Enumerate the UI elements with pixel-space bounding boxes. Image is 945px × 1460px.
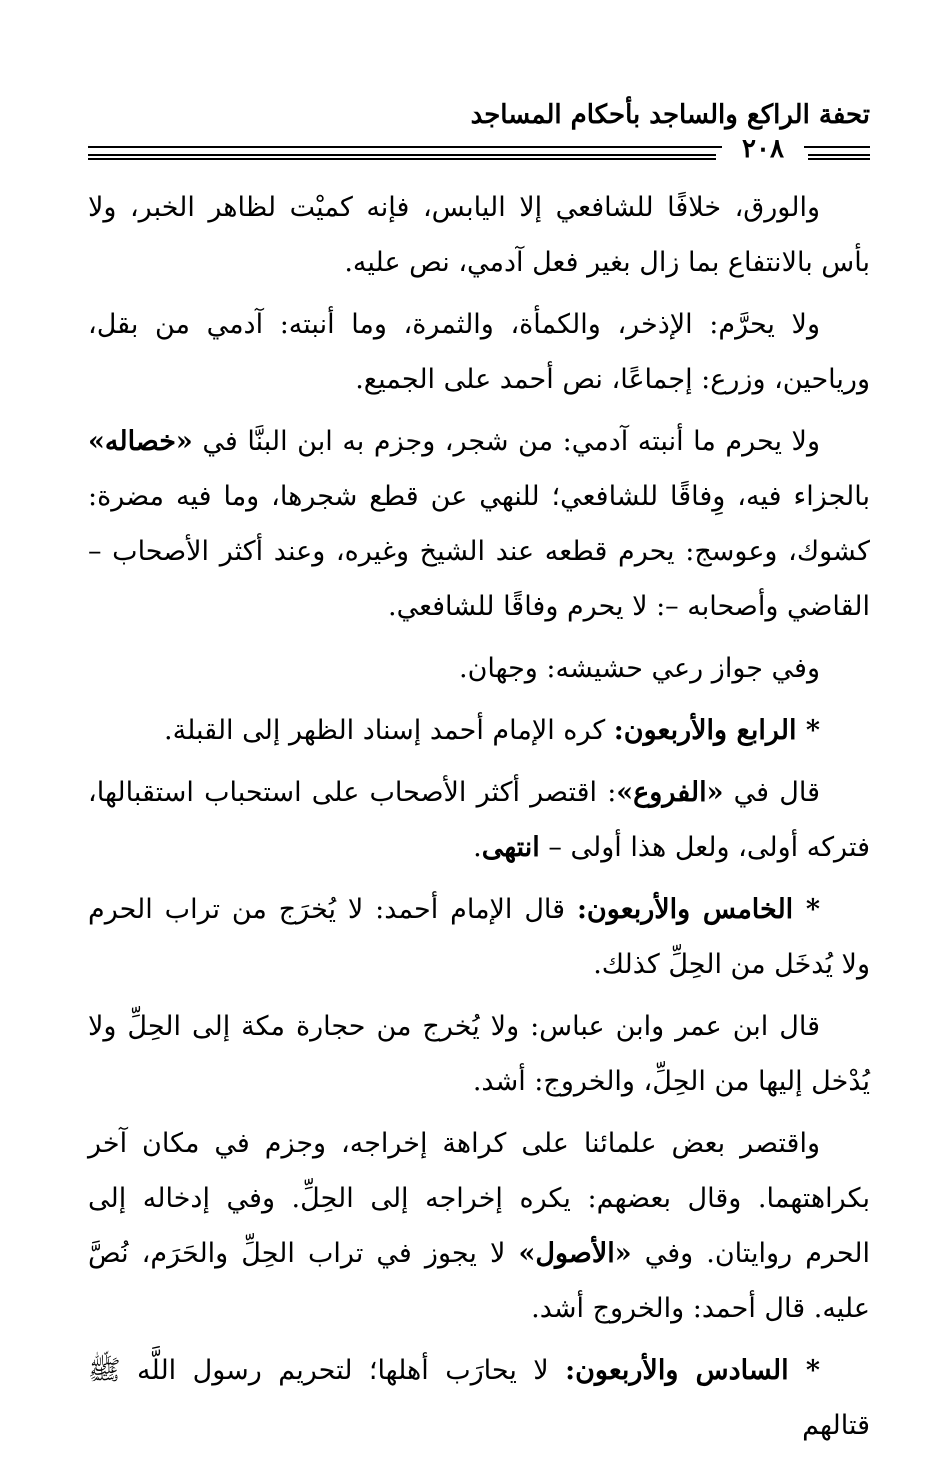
paragraph-text: ولا يحرم ما أنبته آدمي: من شجر، وجزم به ابن البنَّا في bbox=[192, 426, 820, 457]
book-title: «الأصول» bbox=[518, 1238, 632, 1269]
paragraph-text: بالجزاء فيه، وِفاقًا للشافعي؛ للنهي عن قطع شجرها، وما فيه مضرة: كشوك، وعوسج: يحرم قطعه عند الشيخ وغيره، وعند أكثر الأصحاب – القاضي وأصحابه –: لا يحرم وفاقًا للشافعي. bbox=[88, 481, 870, 622]
paragraph-text: واقتصر بعض علمائنا على كراهة إخراجه، وجزم في مكان آخر بكراهتهما. وقال بعضهم: يكره إخراجه إلى الحِلِّ. وفي إدخاله إلى الحرم روايتان. وفي bbox=[88, 1128, 870, 1269]
paragraph-10 bbox=[88, 1343, 870, 1453]
paragraph-6 bbox=[88, 765, 870, 875]
section-heading: * الرابع والأربعون: bbox=[613, 715, 820, 746]
paragraph-text: وفي جواز رعي حشيشه: وجهان. bbox=[458, 653, 820, 684]
paragraph-text: : اقتصر أكثر الأصحاب على استحباب استقبالها، فتركه أولى، ولعل هذا أولى – bbox=[88, 777, 870, 863]
paragraph-2 bbox=[88, 297, 870, 407]
header-double-rule-right bbox=[808, 154, 870, 160]
page-header bbox=[88, 92, 870, 162]
paragraph-text: ولا يحرَّم: الإذخر، والكمأة، والثمرة، وما أنبته: آدمي من بقل، ورياحين، وزرع: إجماعًا، نص أحمد على الجميع. bbox=[88, 309, 870, 395]
paragraph-text: كره الإمام أحمد إسناد الظهر إلى القبلة. bbox=[164, 715, 614, 746]
book-title: «الفروع» bbox=[616, 777, 724, 808]
book-title: «خصاله» bbox=[88, 426, 193, 457]
paragraph-5 bbox=[88, 703, 870, 758]
paragraph-text: والورق، خلافًا للشافعي إلا اليابس، فإنه كميْت لظاهر الخبر، ولا بأس بالانتفاع بما زال بغير فعل آدمي، نص عليه. bbox=[88, 192, 870, 278]
body-text bbox=[88, 180, 870, 1460]
paragraph-7 bbox=[88, 882, 870, 992]
paragraph-text: قال ابن عمر وابن عباس: ولا يُخرج من حجارة مكة إلى الحِلِّ ولا يُدْخل إليها من الحِلِّ، والخروج: أشد. bbox=[88, 1011, 870, 1097]
paragraph-text: قال الإمام أحمد: لا يُخرَج من تراب الحرم ولا يُدخَل من الحِلِّ كذلك. bbox=[88, 894, 870, 980]
header-double-rule-left bbox=[88, 154, 716, 160]
section-heading: * السادس والأربعون: bbox=[565, 1355, 820, 1386]
paragraph-1 bbox=[88, 180, 870, 290]
page-number: ٢٠٨ bbox=[722, 134, 804, 164]
paragraph-text: . bbox=[473, 832, 482, 863]
paragraph-9 bbox=[88, 1116, 870, 1336]
paragraph-text: لا يجوز في تراب الحِلِّ والحَرَم، نُصَّ عليه. قال أحمد: والخروج أشد. bbox=[88, 1238, 870, 1324]
paragraph-3 bbox=[88, 414, 870, 634]
paragraph-text: قال في bbox=[723, 777, 820, 808]
paragraph-8 bbox=[88, 999, 870, 1109]
paragraph-4 bbox=[88, 641, 870, 696]
paragraph-text: لا يحارَب أهلها؛ لتحريم رسول اللَّه ﷺ قتالهم bbox=[88, 1355, 870, 1441]
running-title: تحفة الراكع والساجد بأحكام المساجد bbox=[470, 100, 870, 130]
section-heading: * الخامس والأربعون: bbox=[576, 894, 820, 925]
end-marker: انتهى bbox=[481, 832, 540, 863]
